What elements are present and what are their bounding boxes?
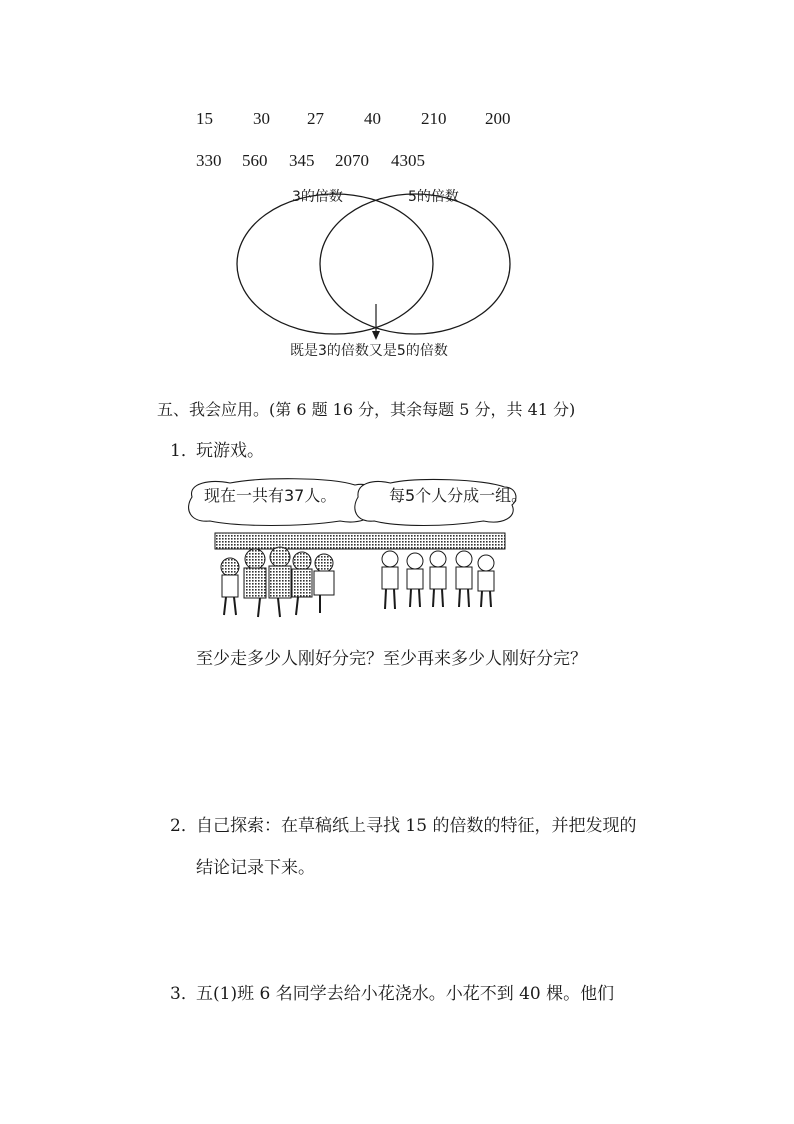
question-number: 3．	[170, 984, 198, 1004]
question-text: 结论记录下来。	[196, 858, 315, 878]
crowd-right	[382, 551, 494, 609]
venn-left-label: 3的倍数	[292, 189, 343, 205]
crowd-left	[221, 547, 334, 617]
number-item: 2070	[335, 151, 369, 170]
speech-bubble-left-text: 现在一共有37人。	[204, 486, 337, 505]
venn-arrow-head	[372, 331, 380, 340]
number-item: 15	[196, 109, 213, 128]
number-item: 345	[289, 151, 315, 170]
venn-left-circle	[237, 194, 433, 334]
question-text: 五(1)班 6 名同学去给小花浇水。小花不到 40 棵。他们	[196, 984, 615, 1004]
question-text: 自己探索：在草稿纸上寻找 15 的倍数的特征，并把发现的	[196, 816, 637, 836]
stage-platform	[215, 533, 505, 549]
number-item: 330	[196, 151, 222, 170]
question-text: 至少走多少人刚好分完？至少再来多少人刚好分完？	[196, 649, 587, 669]
number-item: 210	[421, 109, 447, 128]
number-item: 4305	[391, 151, 425, 170]
number-item: 27	[307, 109, 324, 128]
section-title: 五、我会应用。(第 6 题 16 分，其余每题 5 分，共 41 分)	[157, 400, 576, 419]
venn-right-label: 5的倍数	[408, 189, 459, 205]
number-item: 40	[364, 109, 381, 128]
venn-diagram	[230, 180, 530, 360]
number-item: 560	[242, 151, 268, 170]
question-number: 1．	[170, 441, 198, 461]
question-number: 2．	[170, 816, 198, 836]
number-item: 30	[253, 109, 270, 128]
venn-right-circle	[320, 194, 510, 334]
question-title: 玩游戏。	[196, 441, 264, 461]
speech-bubble-right-text: 每5个人分成一组。	[389, 486, 528, 505]
venn-intersection-label: 既是3的倍数又是5的倍数	[290, 343, 448, 359]
number-item: 200	[485, 109, 511, 128]
